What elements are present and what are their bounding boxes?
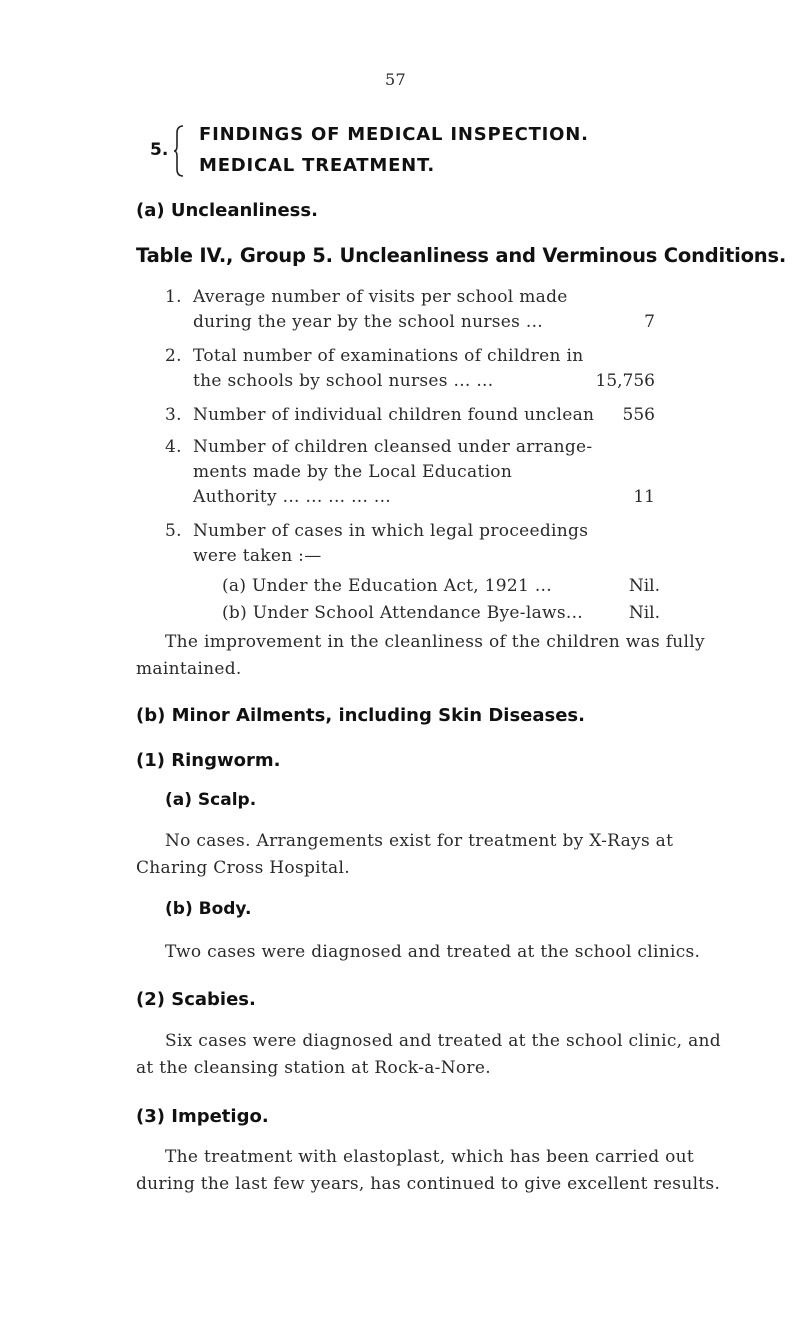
improvement-line-2: maintained. [136, 659, 242, 679]
scabies-line-2: at the cleansing station at Rock-a-Nore. [136, 1058, 491, 1078]
section-title-1: FINDINGS OF MEDICAL INSPECTION. [199, 124, 589, 145]
body-heading: (b) Body. [165, 899, 252, 919]
item-4-number: 4. [165, 437, 182, 457]
item-2-value: 15,756 [595, 371, 655, 391]
item-5-number: 5. [165, 521, 182, 541]
subsection-a-heading: (a) Uncleanliness. [136, 200, 318, 221]
item-1-number: 1. [165, 287, 182, 307]
item-4-line-1: Number of children cleansed under arrange- [193, 437, 593, 457]
item-1-value: 7 [644, 312, 655, 332]
item-2-line-1: Total number of examinations of children in [193, 346, 584, 366]
subsection-b-heading: (b) Minor Ailments, including Skin Diseases. [136, 705, 585, 726]
page-number: 57 [385, 70, 406, 89]
brace-left [174, 124, 184, 178]
impetigo-line-1: The treatment with elastoplast, which has been carried out [165, 1147, 695, 1167]
section-title-2: MEDICAL TREATMENT. [199, 155, 436, 176]
item-1-line-2: during the year by the school nurses ... [193, 312, 543, 332]
impetigo-line-2: during the last few years, has continued to give excellent results. [136, 1174, 721, 1194]
item-5-line-2: were taken :— [193, 546, 322, 566]
item-4-line-2: ments made by the Local Education [193, 462, 513, 482]
scabies-line-1: Six cases were diagnosed and treated at the school clinic, and [165, 1031, 721, 1051]
item-1-line-1: Average number of visits per school made [193, 287, 568, 307]
sub-item-b-value: Nil. [628, 603, 660, 623]
item-3-number: 3. [165, 405, 182, 425]
sub-item-a-label: (a) Under the Education Act, 1921 ... [222, 576, 552, 596]
improvement-line-1: The improvement in the cleanliness of the children was fully [165, 632, 705, 652]
table-title: Table IV., Group 5. Uncleanliness and Verminous Conditions. [136, 244, 787, 267]
scalp-heading: (a) Scalp. [165, 790, 257, 810]
sub-item-a-value: Nil. [628, 576, 660, 596]
section-number: 5. [150, 140, 169, 160]
item-5-line-1: Number of cases in which legal proceedings [193, 521, 589, 541]
item-3-line-1: Number of individual children found unclean [193, 405, 595, 425]
body-text: Two cases were diagnosed and treated at the school clinics. [165, 942, 701, 962]
item-4-line-3: Authority ... ... ... ... ... [193, 487, 392, 507]
scabies-heading: (2) Scabies. [136, 989, 256, 1010]
impetigo-heading: (3) Impetigo. [136, 1106, 269, 1127]
scalp-line-2: Charing Cross Hospital. [136, 858, 350, 878]
item-4-value: 11 [633, 487, 655, 507]
scalp-line-1: No cases. Arrangements exist for treatment by X-Rays at [165, 831, 674, 851]
ringworm-heading: (1) Ringworm. [136, 750, 281, 771]
sub-item-b-label: (b) Under School Attendance Bye-laws... [222, 603, 583, 623]
item-3-value: 556 [622, 405, 655, 425]
item-2-number: 2. [165, 346, 182, 366]
item-2-line-2: the schools by school nurses ... ... [193, 371, 494, 391]
